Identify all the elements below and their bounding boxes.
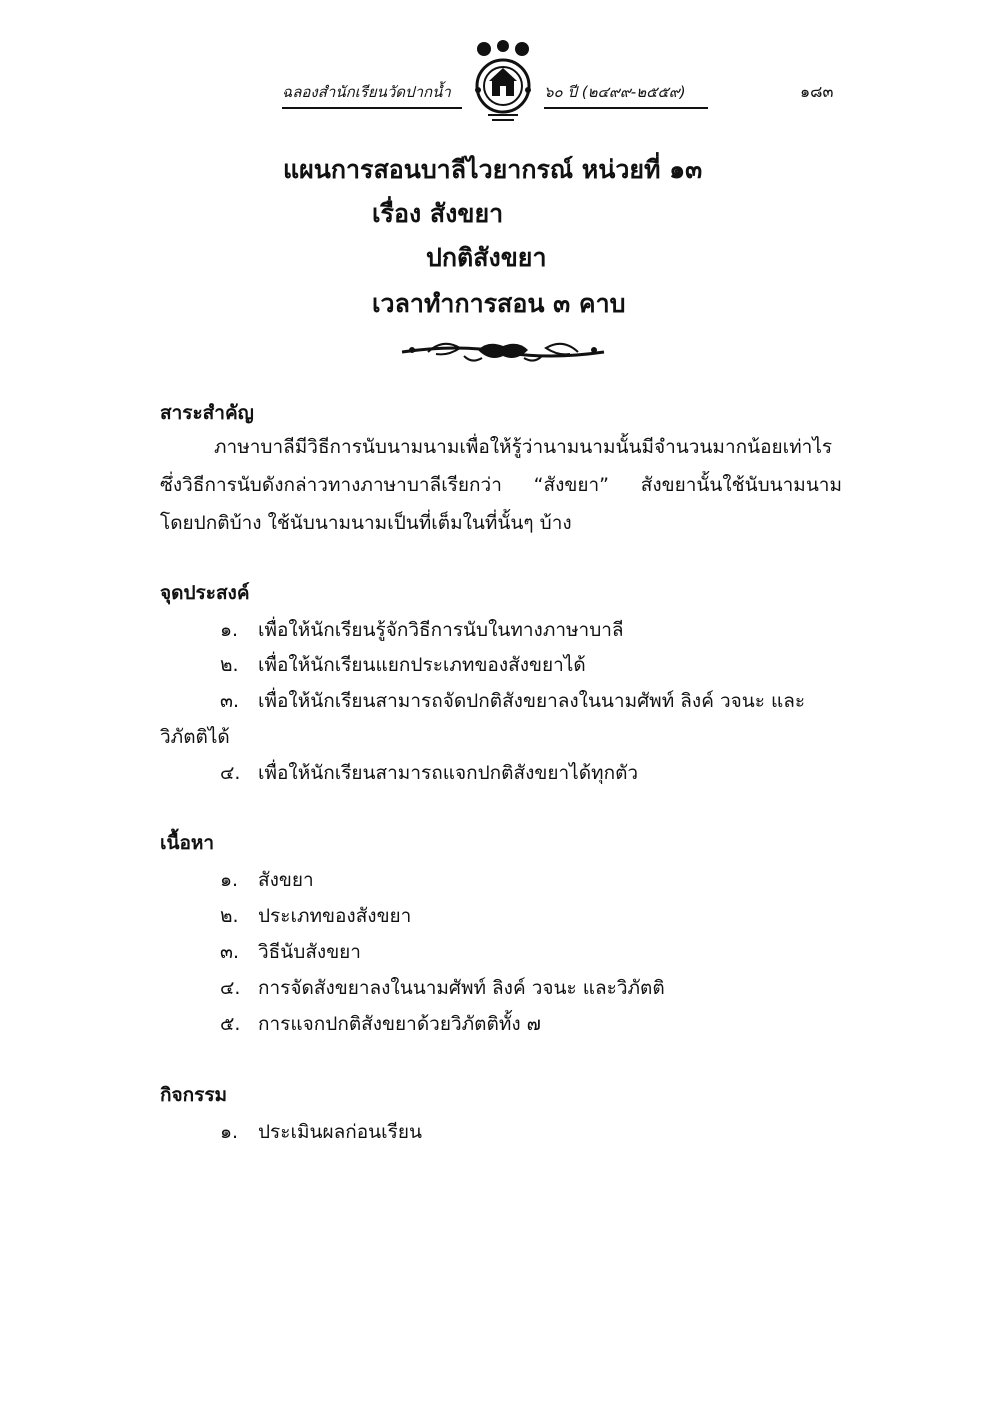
content-number: ๔. — [220, 977, 241, 999]
objective-text: เพื่อให้นักเรียนแยกประเภทของสังขยาได้ — [258, 654, 586, 676]
content-item-3 — [220, 937, 361, 967]
objective-item-4 — [220, 758, 638, 788]
content-text: การแจกปกติสังขยาด้วยวิภัตติทั้ง ๗ — [258, 1013, 541, 1035]
objective-number: ๔. — [220, 762, 241, 784]
title-line-2: เรื่อง สังขยา — [372, 199, 504, 228]
essence-line-3: โดยปกติบ้าง ใช้นับนามนามเป็นที่เต็มในที่นั้นๆ บ้าง — [160, 512, 572, 534]
objective-text: เพื่อให้นักเรียนสามารถจัดปกติสังขยาลงในนามศัพท์ ลิงค์ วจนะ และ — [258, 690, 806, 712]
content-text: สังขยา — [258, 869, 314, 891]
objective-text: เพื่อให้นักเรียนรู้จักวิธีการนับในทางภาษาบาลี — [258, 619, 624, 641]
essence-line-1: ภาษาบาลีมีวิธีการนับนามนามเพื่อให้รู้ว่านามนามนั้นมีจำนวนมากน้อยเท่าไร — [214, 436, 833, 458]
section-heading-objectives: จุดประสงค์ — [160, 582, 250, 604]
content-number: ๑. — [220, 869, 239, 891]
content-number: ๓. — [220, 941, 240, 963]
section-heading-essence: สาระสำคัญ — [160, 402, 254, 424]
content-item-1 — [220, 865, 314, 895]
objective-item-3 — [220, 686, 805, 716]
activity-text: ประเมินผลก่อนเรียน — [258, 1121, 422, 1143]
essence-line-2: ซึ่งวิธีการนับดังกล่าวทางภาษาบาลีเรียกว่า “สังขยา” สังขยานั้นใช้นับนามนาม — [160, 474, 842, 496]
header-left-text: ฉลองสำนักเรียนวัดปากน้ำ — [282, 80, 462, 109]
ornament-divider-icon — [398, 334, 608, 368]
section-heading-content: เนื้อหา — [160, 832, 215, 854]
objective-number: ๑. — [220, 619, 239, 641]
temple-seal-icon — [462, 40, 544, 124]
section-heading-activities: กิจกรรม — [160, 1084, 228, 1106]
content-text: การจัดสังขยาลงในนามศัพท์ ลิงค์ วจนะ และวิภัตติ — [258, 977, 665, 999]
header-right-text: ๖๐ ปี (๒๔๙๙-๒๕๕๙) — [544, 80, 708, 109]
title-line-3: ปกติสังขยา — [426, 243, 547, 272]
objective-item-1 — [220, 615, 624, 645]
objective-number: ๒. — [220, 654, 239, 676]
activity-number: ๑. — [220, 1121, 239, 1143]
objective-number: ๓. — [220, 690, 240, 712]
content-number: ๕. — [220, 1013, 241, 1035]
page-number: ๑๘๓ — [800, 82, 834, 101]
content-item-5 — [220, 1009, 541, 1039]
title-line-4: เวลาทำการสอน ๓ คาบ — [372, 289, 626, 318]
content-number: ๒. — [220, 905, 239, 927]
content-text: ประเภทของสังขยา — [258, 905, 412, 927]
content-item-2 — [220, 901, 411, 931]
content-text: วิธีนับสังขยา — [258, 941, 361, 963]
objective-text: เพื่อให้นักเรียนสามารถแจกปกติสังขยาได้ทุกตัว — [258, 762, 639, 784]
title-line-1: แผนการสอนบาลีไวยากรณ์ หน่วยที่ ๑๓ — [283, 155, 703, 184]
objective-continuation: วิภัตติได้ — [160, 726, 230, 748]
content-item-4 — [220, 973, 665, 1003]
objective-item-2 — [220, 650, 586, 680]
activity-item-1 — [220, 1117, 422, 1147]
